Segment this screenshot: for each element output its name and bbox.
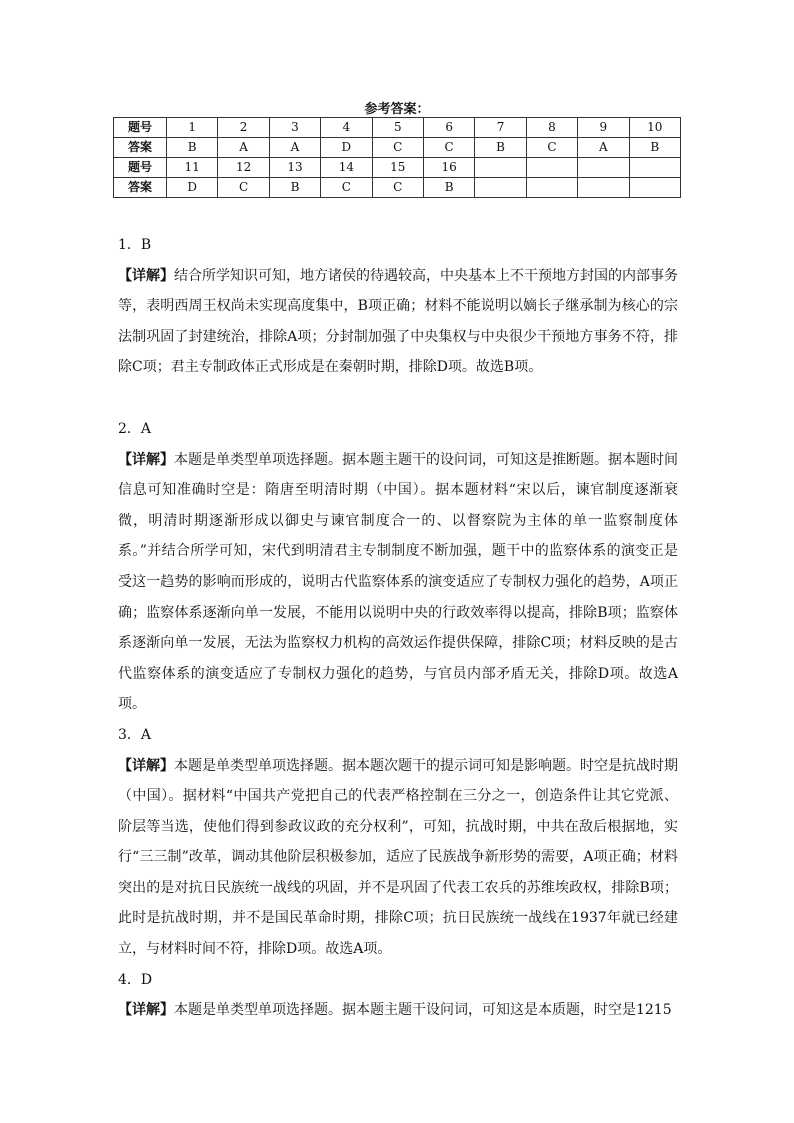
question-number: 1．B [118,237,152,253]
table-cell: B [269,178,320,198]
page-title: 参考答案： [364,102,430,117]
table-cell: 14 [321,158,372,178]
table-cell: 5 [372,118,423,138]
detail-tag: 【详解】 [118,1002,174,1019]
table-cell: B [423,178,474,198]
explanation-paragraph [118,445,678,720]
row-label: 答案 [114,138,167,158]
explanation-text: 本题是单类型单项选择题。据本题主题干的设问词，可知这是推断题。据本题时间信息可知准确时空是：隋唐至明清时期（中国）。据本题材料“宋以后，谏官制度逐渐衰微，明清时期逐渐形成以御史与谏官制度合一的、以督察院为主体的单一监察制度体系。”并结合所学可知，宋代到明清君主专制制度不断加强，题干中的监察体系的演变正是受这一趋势的影响而形成的，说明古代监察体系的演变适应了专制权力强化的趋势，A项正确；监察体系逐渐向单一发展，不能用以说明中央的行政效率得以提高，排除B项；监察体系逐渐向单一发展，无法为监察权力机构的高效运作提供保障，排除C项；材料反映的是古代监察体系的演变适应了专制权力强化的趋势，与官员内部矛盾无关，排除D项。故选A项。 [118,451,678,713]
table-cell: 2 [218,118,269,138]
table-cell [629,178,680,198]
table-cell: 10 [629,118,680,138]
answer-table [113,117,681,198]
explanation-text: 本题是单类型单项选择题。据本题主题干设问词，可知这是本质题，时空是1215 [174,1002,672,1019]
table-cell: B [167,138,218,158]
row-label: 答案 [114,178,167,198]
table-cell: 4 [321,118,372,138]
table-cell: 8 [526,118,577,138]
table-cell: C [526,138,577,158]
table-cell [578,178,629,198]
row-label: 题号 [114,118,167,138]
table-cell: C [218,178,269,198]
table-row [114,178,681,198]
table-cell: 1 [167,118,218,138]
table-cell: B [475,138,526,158]
explanation-text: 结合所学知识可知，地方诸侯的待遇较高，中央基本上不干预地方封国的内部事务等，表明西周王权尚未实现高度集中，B项正确；材料不能说明以嫡长子继承制为核心的宗法制巩固了封建统治，排除A项；分封制加强了中央集权与中央很少干预地方事务不符，排除C项；君主专制政体正式形成是在秦朝时期，排除D项。故选B项。 [118,267,678,376]
explanations [118,230,678,1026]
explanation-paragraph [118,995,678,1026]
table-cell: C [321,178,372,198]
detail-tag: 【详解】 [118,267,174,284]
table-cell: 3 [269,118,320,138]
table-cell: A [218,138,269,158]
detail-tag: 【详解】 [118,757,174,774]
table-cell: D [167,178,218,198]
table-row [114,118,681,138]
question-number: 4．D [118,971,153,988]
question-number: 2．A [118,420,152,437]
table-cell [578,158,629,178]
table-cell: 13 [269,158,320,178]
explanation-text: 本题是单类型单项选择题。据本题次题干的提示词可知是影响题。时空是抗战时期（中国）。据材料“中国共产党把自己的代表严格控制在三分之一，创造条件让其它党派、阶层等当选，使他们得到参政议政的充分权利”，可知，抗战时期，中共在敌后根据地，实行“三三制”改革，调动其他阶层积极参加，适应了民族战争新形势的需要，A项正确；材料突出的是对抗日民族统一战线的巩固，并不是巩固了代表工农兵的苏维埃政权，排除B项；此时是抗战时期，并不是国民革命时期，排除C项；抗日民族统一战线在1937年就已经建立，与材料时间不符，排除D项。故选A项。 [118,757,678,958]
table-cell [526,178,577,198]
table-cell: A [269,138,320,158]
row-label: 题号 [114,158,167,178]
table-cell: D [321,138,372,158]
table-cell: C [372,138,423,158]
table-cell: 9 [578,118,629,138]
table-cell: 11 [167,158,218,178]
spacer [118,383,678,414]
table-cell [526,158,577,178]
table-cell: 16 [423,158,474,178]
table-cell: B [629,138,680,158]
table-cell: C [423,138,474,158]
table-cell: C [372,178,423,198]
table-row [114,158,681,178]
table-cell: 7 [475,118,526,138]
table-cell: A [578,138,629,158]
explanation-paragraph [118,261,678,383]
explanation-paragraph [118,751,678,965]
table-cell [629,158,680,178]
table-cell: 6 [423,118,474,138]
detail-tag: 【详解】 [118,451,174,468]
table-cell: 12 [218,158,269,178]
table-cell [475,178,526,198]
table-cell [475,158,526,178]
table-row [114,138,681,158]
table-cell: 15 [372,158,423,178]
question-number: 3．A [118,726,152,743]
